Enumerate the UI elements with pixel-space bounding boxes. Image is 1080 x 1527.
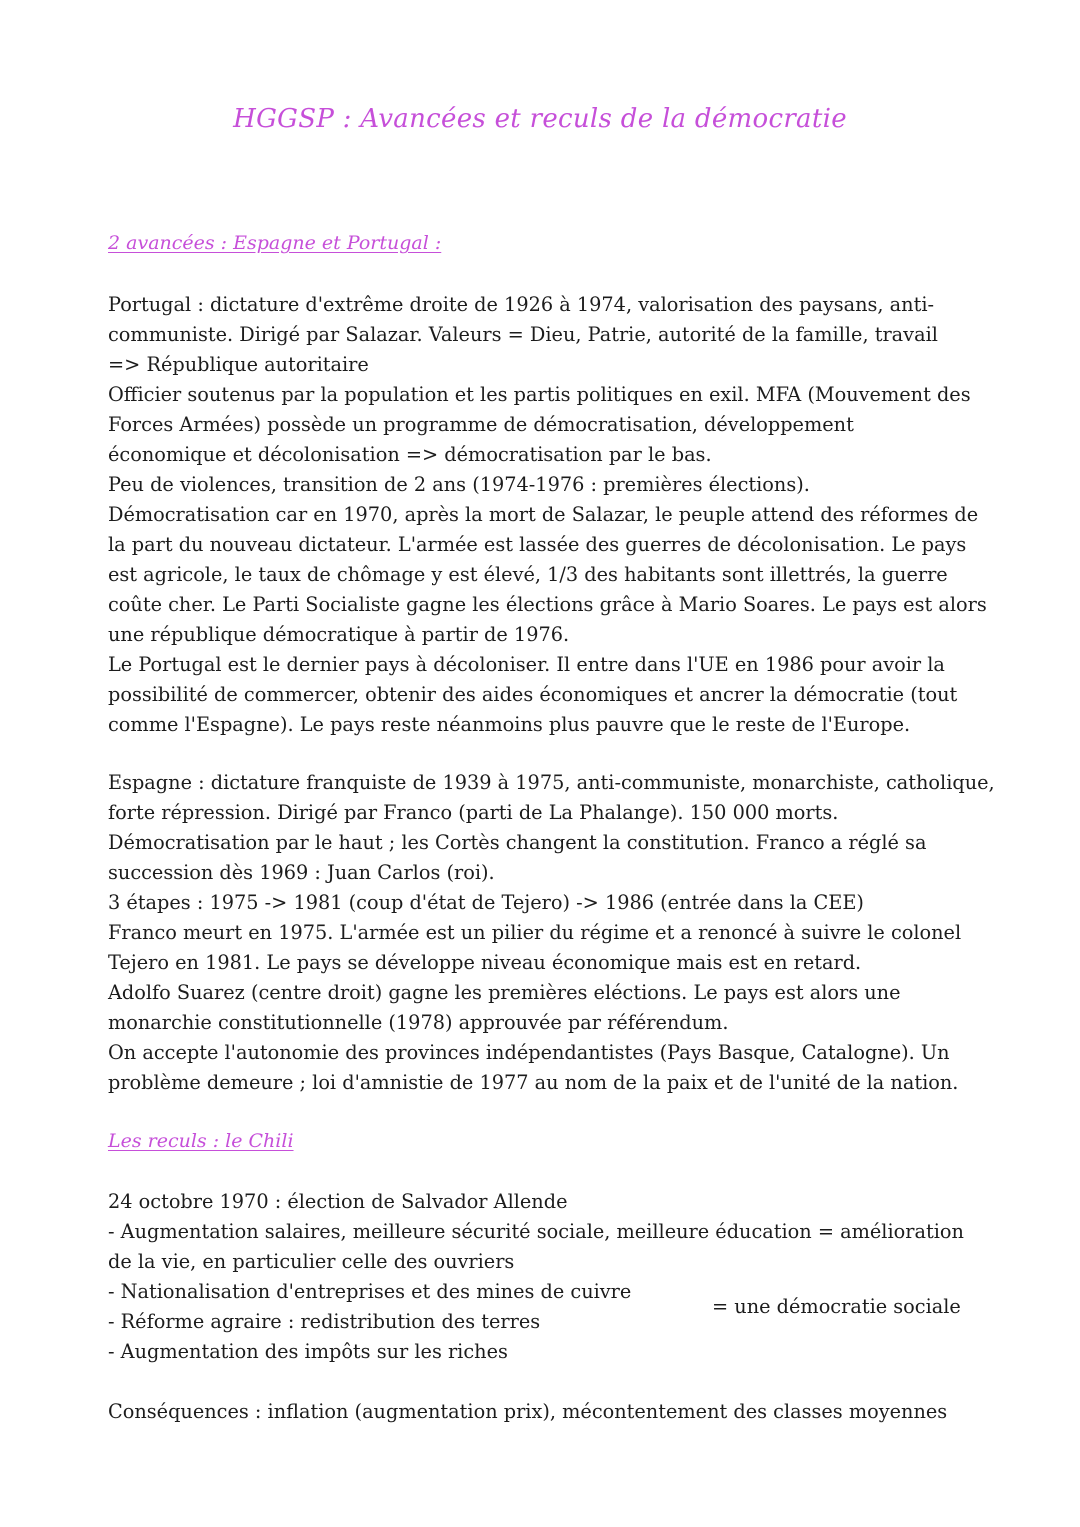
text-line: Démocratisation par le haut ; les Cortès changent la constitution. Franco a réglé sa	[108, 831, 927, 854]
text-line: - Augmentation salaires, meilleure sécurité sociale, meilleure éducation = amélioration	[108, 1220, 964, 1243]
text-line: possibilité de commercer, obtenir des aides économiques et ancrer la démocratie (tout	[108, 683, 958, 706]
text-line: Franco meurt en 1975. L'armée est un pilier du régime et a renoncé à suivre le colonel	[108, 921, 962, 944]
text-line: une république démocratique à partir de 1976.	[108, 623, 570, 646]
section-heading-advances: 2 avancées : Espagne et Portugal :	[108, 232, 442, 254]
text-line: monarchie constitutionnelle (1978) approuvée par référendum.	[108, 1011, 729, 1034]
text-line: Tejero en 1981. Le pays se développe niveau économique mais est en retard.	[108, 951, 862, 974]
text-line: 3 étapes : 1975 -> 1981 (coup d'état de Tejero) -> 1986 (entrée dans la CEE)	[108, 891, 864, 914]
text-line: Portugal : dictature d'extrême droite de 1926 à 1974, valorisation des paysans, anti-	[108, 293, 935, 316]
text-line: Démocratisation car en 1970, après la mort de Salazar, le peuple attend des réformes de	[108, 503, 979, 526]
text-line: Forces Armées) possède un programme de démocratisation, développement	[108, 413, 854, 436]
text-line: => République autoritaire	[108, 353, 369, 376]
text-line: 24 octobre 1970 : élection de Salvador Allende	[108, 1190, 568, 1213]
text-line: Officier soutenus par la population et les partis politiques en exil. MFA (Mouvement des	[108, 383, 971, 406]
text-line: comme l'Espagne). Le pays reste néanmoins plus pauvre que le reste de l'Europe.	[108, 713, 911, 736]
chili-paragraph	[108, 1187, 988, 1367]
text-line: - Réforme agraire : redistribution des terres	[108, 1310, 541, 1333]
text-line: économique et décolonisation => démocratisation par le bas.	[108, 443, 712, 466]
text-line: forte répression. Dirigé par Franco (parti de La Phalange). 150 000 morts.	[108, 801, 839, 824]
text-line: de la vie, en particulier celle des ouvriers	[108, 1250, 515, 1273]
text-line: - Augmentation des impôts sur les riches	[108, 1340, 508, 1363]
text-line: communiste. Dirigé par Salazar. Valeurs = Dieu, Patrie, autorité de la famille, travail	[108, 323, 938, 346]
text-line: succession dès 1969 : Juan Carlos (roi).	[108, 861, 495, 884]
side-note: = une démocratie sociale	[712, 1295, 961, 1318]
text-line: Peu de violences, transition de 2 ans (1974-1976 : premières élections).	[108, 473, 810, 496]
text-line: - Nationalisation d'entreprises et des mines de cuivre	[108, 1280, 632, 1303]
espagne-paragraph	[108, 768, 995, 1098]
text-line: Adolfo Suarez (centre droit) gagne les premières eléctions. Le pays est alors une	[108, 981, 901, 1004]
text-line: Le Portugal est le dernier pays à décoloniser. Il entre dans l'UE en 1986 pour avoir la	[108, 653, 945, 676]
section-heading-setbacks: Les reculs : le Chili	[108, 1130, 294, 1152]
page-title: HGGSP : Avancées et reculs de la démocratie	[233, 104, 847, 134]
portugal-paragraph	[108, 290, 988, 740]
text-line: On accepte l'autonomie des provinces indépendantistes (Pays Basque, Catalogne). Un	[108, 1041, 950, 1064]
text-line: Espagne : dictature franquiste de 1939 à 1975, anti-communiste, monarchiste, catholique,	[108, 771, 995, 794]
text-line: est agricole, le taux de chômage y est élevé, 1/3 des habitants sont illettrés, la guerre	[108, 563, 948, 586]
consequences-line: Conséquences : inflation (augmentation prix), mécontentement des classes moyennes	[108, 1400, 948, 1423]
text-line: problème demeure ; loi d'amnistie de 1977 au nom de la paix et de l'unité de la nation.	[108, 1071, 959, 1094]
text-line: coûte cher. Le Parti Socialiste gagne les élections grâce à Mario Soares. Le pays est alors	[108, 593, 987, 616]
text-line: la part du nouveau dictateur. L'armée est lassée des guerres de décolonisation. Le pays	[108, 533, 967, 556]
